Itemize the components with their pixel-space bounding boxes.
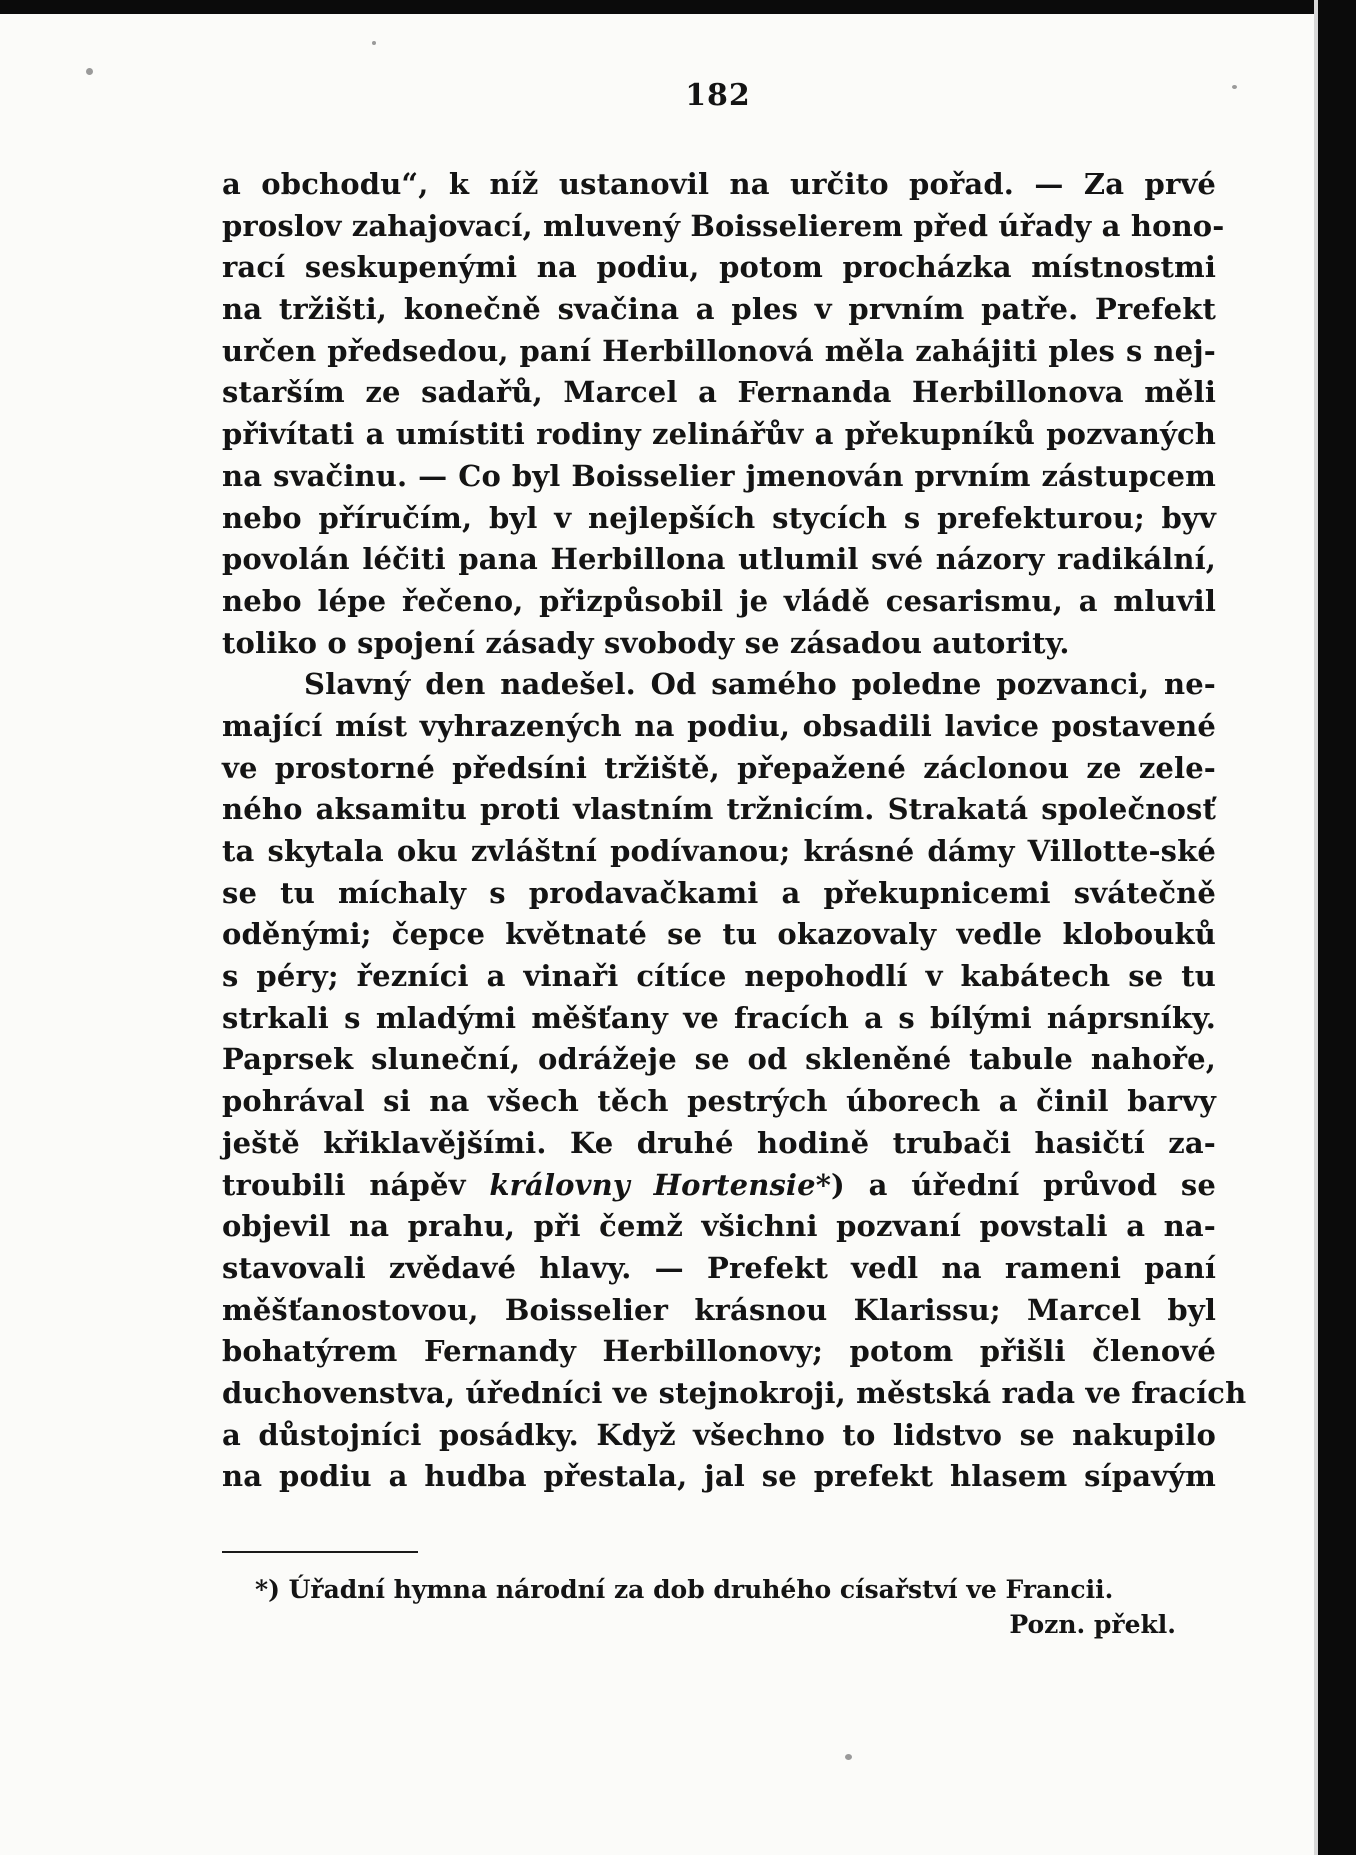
book-page <box>0 14 1314 1855</box>
text-line: objevil na prahu, při čemž všichni pozvaní povstali a na- <box>222 1209 1216 1244</box>
text-line: starším ze sadařů, Marcel a Fernanda Herbillonova měli <box>222 375 1216 410</box>
text-line: určen předsedou, paní Herbillonová měla zahájiti ples s nej- <box>222 333 1216 368</box>
scan-border-top <box>0 0 1356 14</box>
text-segment: *) a úřední průvod se <box>815 1167 1217 1202</box>
italic-title: královny Hortensie <box>489 1167 816 1202</box>
text-line: povolán léčiti pana Herbillona utlumil své názory radikální, <box>222 542 1216 577</box>
text-line: a obchodu“, k níž ustanovil na určito pořad. — Za prvé <box>222 167 1216 201</box>
text-line: ta skytala oku zvláštní podívanou; krásné dámy Villotte-ské <box>222 834 1216 868</box>
body-text <box>222 164 1247 1498</box>
text-line: oděnými; čepce květnaté se tu okazovaly vedle klobouků <box>222 917 1216 952</box>
footnote-text: Úřadní hymna národní za dob druhého císařství ve Francii. <box>288 1575 1114 1604</box>
text-line: strkali s mladými měšťany ve fracích a s bílými náprsníky. <box>222 1000 1216 1035</box>
text-line: proslov zahajovací, mluvený Boisselierem před úřady a hono- <box>222 208 1225 243</box>
text-line: ného aksamitu proti vlastním tržnicím. Strakatá společnosť <box>222 792 1216 827</box>
text-line: se tu míchaly s prodavačkami a překupnicemi svátečně <box>222 875 1216 910</box>
text-line: nebo příručím, byl v nejlepších stycích s prefekturou; byv <box>222 500 1216 535</box>
scan-speck <box>86 68 93 75</box>
footnote-signature: Pozn. překl. <box>1009 1610 1176 1639</box>
text-line: ve prostorné předsíni tržiště, přepažené záclonou ze zele- <box>222 750 1216 785</box>
footnote-line <box>255 1572 1218 1607</box>
text-segment: troubili nápěv <box>222 1167 490 1202</box>
text-line: toliko o spojení zásady svobody se zásadou autority. <box>222 625 1070 660</box>
scan-speck <box>372 41 376 45</box>
footnote <box>255 1572 1218 1642</box>
text-line: rací seskupenými na podiu, potom procházka místnostmi <box>222 250 1216 285</box>
text-line: na podiu a hudba přestala, jal se prefekt hlasem sípavým <box>222 1459 1216 1494</box>
paragraph-1 <box>222 164 1225 664</box>
text-line: nebo lépe řečeno, přizpůsobil je vládě cesarismu, a mluvil <box>222 583 1216 618</box>
text-line: ještě křiklavějšími. Ke druhé hodině trubači hasičtí za- <box>222 1125 1216 1160</box>
text-line-with-italic <box>222 1165 1216 1207</box>
scan-border-right <box>1318 0 1356 1855</box>
paragraph-2 <box>222 664 1247 1498</box>
text-line: duchovenstva, úředníci ve stejnokroji, městská rada ve fracích <box>222 1375 1247 1410</box>
text-line: s péry; řezníci a vinaři cítíce nepohodlí v kabátech se tu <box>222 959 1216 994</box>
text-line: pohrával si na všech těch pestrých úborech a činil barvy <box>222 1084 1216 1119</box>
text-line: stavovali zvědavé hlavy. — Prefekt vedl na rameni paní <box>222 1250 1216 1285</box>
text-line: Slavný den nadešel. Od samého poledne pozvanci, ne- <box>304 667 1216 702</box>
footnote-marker: *) <box>255 1575 280 1604</box>
text-line: bohatýrem Fernandy Herbillonovy; potom přišli členové <box>222 1334 1216 1369</box>
text-line: na svačinu. — Co byl Boisselier jmenován prvním zástupcem <box>222 458 1216 493</box>
text-line: Paprsek sluneční, odrážeje se od skleněné tabule nahoře, <box>222 1042 1216 1077</box>
scan-border-edge <box>1314 0 1318 1855</box>
footnote-divider <box>222 1551 418 1553</box>
text-line: přivítati a umístiti rodiny zelinářův a překupníků pozvaných <box>222 417 1216 452</box>
text-line: měšťanostovou, Boisselier krásnou Klarissu; Marcel byl <box>222 1292 1216 1327</box>
text-line: na tržišti, konečně svačina a ples v prvním patře. Prefekt <box>222 292 1216 327</box>
scan-speck <box>845 1754 852 1760</box>
text-line: mající míst vyhrazených na podiu, obsadili lavice postavené <box>222 708 1216 743</box>
text-line: a důstojníci posádky. Když všechno to lidstvo se nakupilo <box>222 1417 1216 1452</box>
page-number: 182 <box>685 78 751 113</box>
